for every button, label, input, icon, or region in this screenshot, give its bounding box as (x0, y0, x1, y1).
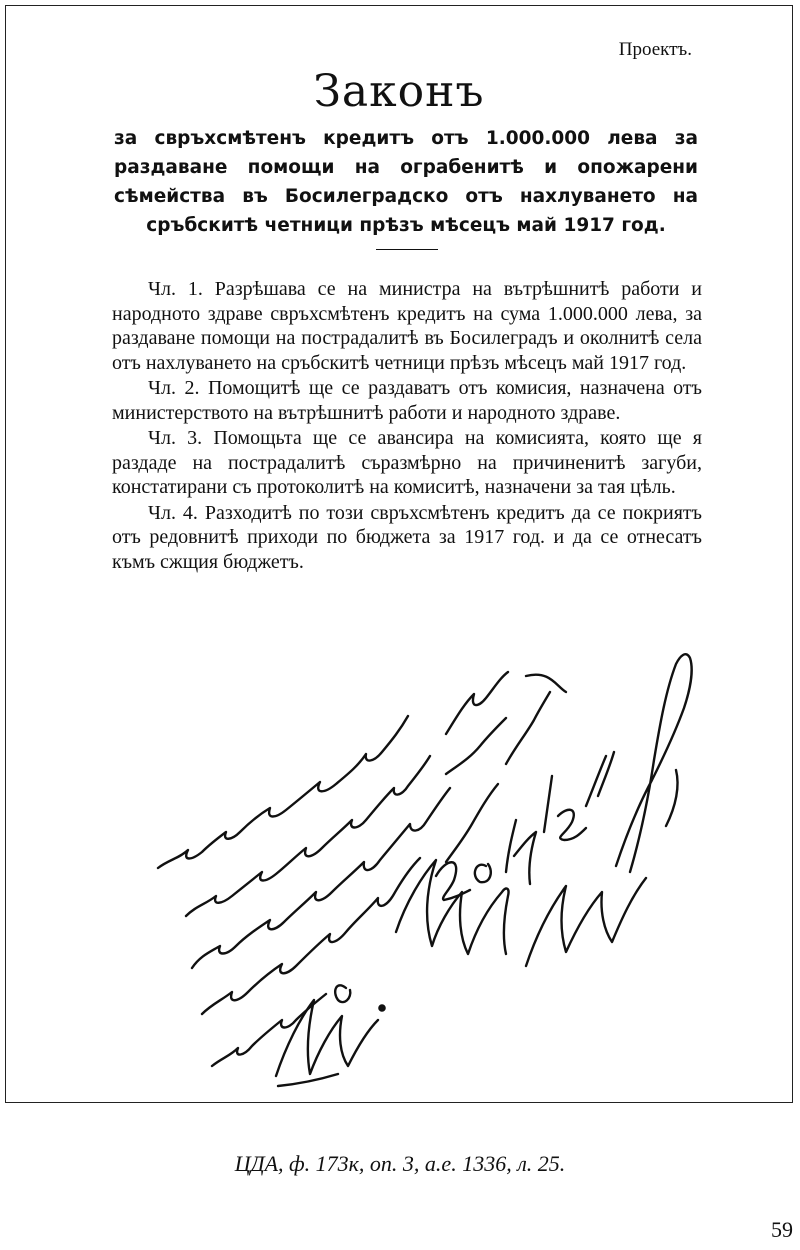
page-number: 59 (771, 1217, 793, 1242)
handwritten-resolution (146, 646, 706, 1096)
article-2: Чл. 2. Помощитѣ ще се раздаватъ отъ комисия, назначена отъ министерството на вътрѣшнитѣ работи и народното здраве. (112, 377, 702, 424)
law-document (6, 6, 792, 1102)
law-subtitle: за свръхсмѣтенъ кредитъ отъ 1.000.000 лева за раздаване помощи на ограбенитѣ и опожарени сѣмейства въ Босилеградско отъ нахлуването на сръбскитѣ четници прѣзъ мѣсецъ май 1917 год. (114, 128, 698, 236)
handwriting-drawing (146, 646, 706, 1096)
archive-caption: ЦДА, ф. 173к, оп. 3, а.е. 1336, л. 25. (234, 1151, 566, 1176)
article-1: Чл. 1. Разрѣшава се на министра на вътрѣшнитѣ работи и народното здраве свръхсмѣтенъ кредитъ на сума 1.000.000 лева, за раздаване помощи на пострадалитѣ въ Босилеградъ и околнитѣ села отъ нахлуването на сръбскитѣ четници прѣзъ мѣсецъ май 1917 год. (112, 278, 702, 374)
law-title: Законъ (313, 66, 485, 117)
document-scan (5, 5, 793, 1103)
article-3: Чл. 3. Помощьта ще се авансира на комисията, която ще я раздаде на пострадалитѣ съразмѣрно на причиненитѣ загуби, констатирани съ протоколитѣ на комиситѣ, назначени за тая цѣль. (112, 427, 702, 498)
articles (112, 277, 702, 575)
article-4: Чл. 4. Разходитѣ по този свръхсмѣтенъ кредитъ да се покриятъ отъ редовнитѣ приходи по бюджета за 1917 год. и да се отнесатъ къмъ сжщия бюджетъ. (112, 501, 702, 573)
separator-rule (376, 249, 438, 250)
draft-status: Проектъ. (618, 39, 692, 60)
